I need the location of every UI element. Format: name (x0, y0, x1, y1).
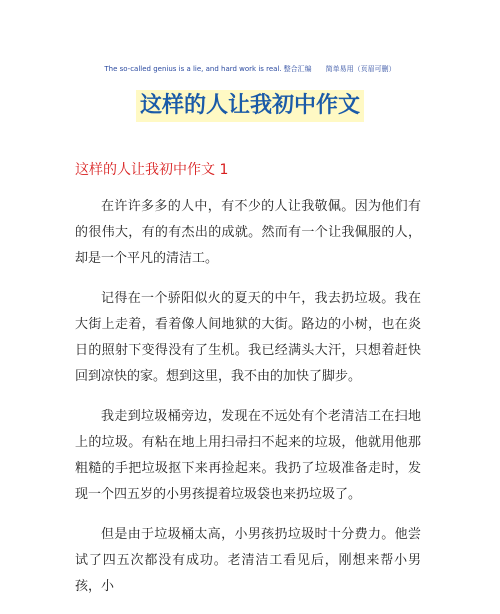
section-heading: 这样的人让我初中作文 1 (75, 162, 229, 178)
title-container (0, 90, 500, 122)
paragraph: 记得在一个骄阳似火的夏天的中午，我去扔垃圾。我在大街上走着，看着像人间地狱的大街。路边的小树，也在炎日的照射下变得没有了生机。我已经满头大汗，只想着赶快回到凉快的家。想到这里，我不由的加快了脚步。 (75, 291, 421, 384)
paragraph: 但是由于垃圾桶太高，小男孩扔垃圾时十分费力。他尝试了四五次都没有成功。老清洁工看见后，刚想来帮小男孩，小 (75, 527, 421, 594)
paragraph: 在许许多多的人中，有不少的人让我敬佩。因为他们有的很伟大，有的有杰出的成就。然而有一个让我佩服的人，却是一个平凡的清洁工。 (75, 199, 421, 266)
body-text (75, 194, 421, 614)
header-chinese-note: 整合汇编 简单易用（页眉可删） (283, 65, 396, 73)
header-english-motto: The so-called genius is a lie, and hard work is real. (104, 65, 282, 73)
paragraph: 我走到垃圾桶旁边，发现在不远处有个老清洁工在扫地上的垃圾。有粘在地上用扫帚扫不起来的垃圾，他就用他那粗糙的手把垃圾抠下来再捡起来。我扔了垃圾准备走时，发现一个四五岁的小男孩提着垃圾袋也来扔垃圾了。 (75, 409, 421, 502)
page-header (0, 64, 500, 74)
document-title: 这样的人让我初中作文 (136, 90, 364, 122)
